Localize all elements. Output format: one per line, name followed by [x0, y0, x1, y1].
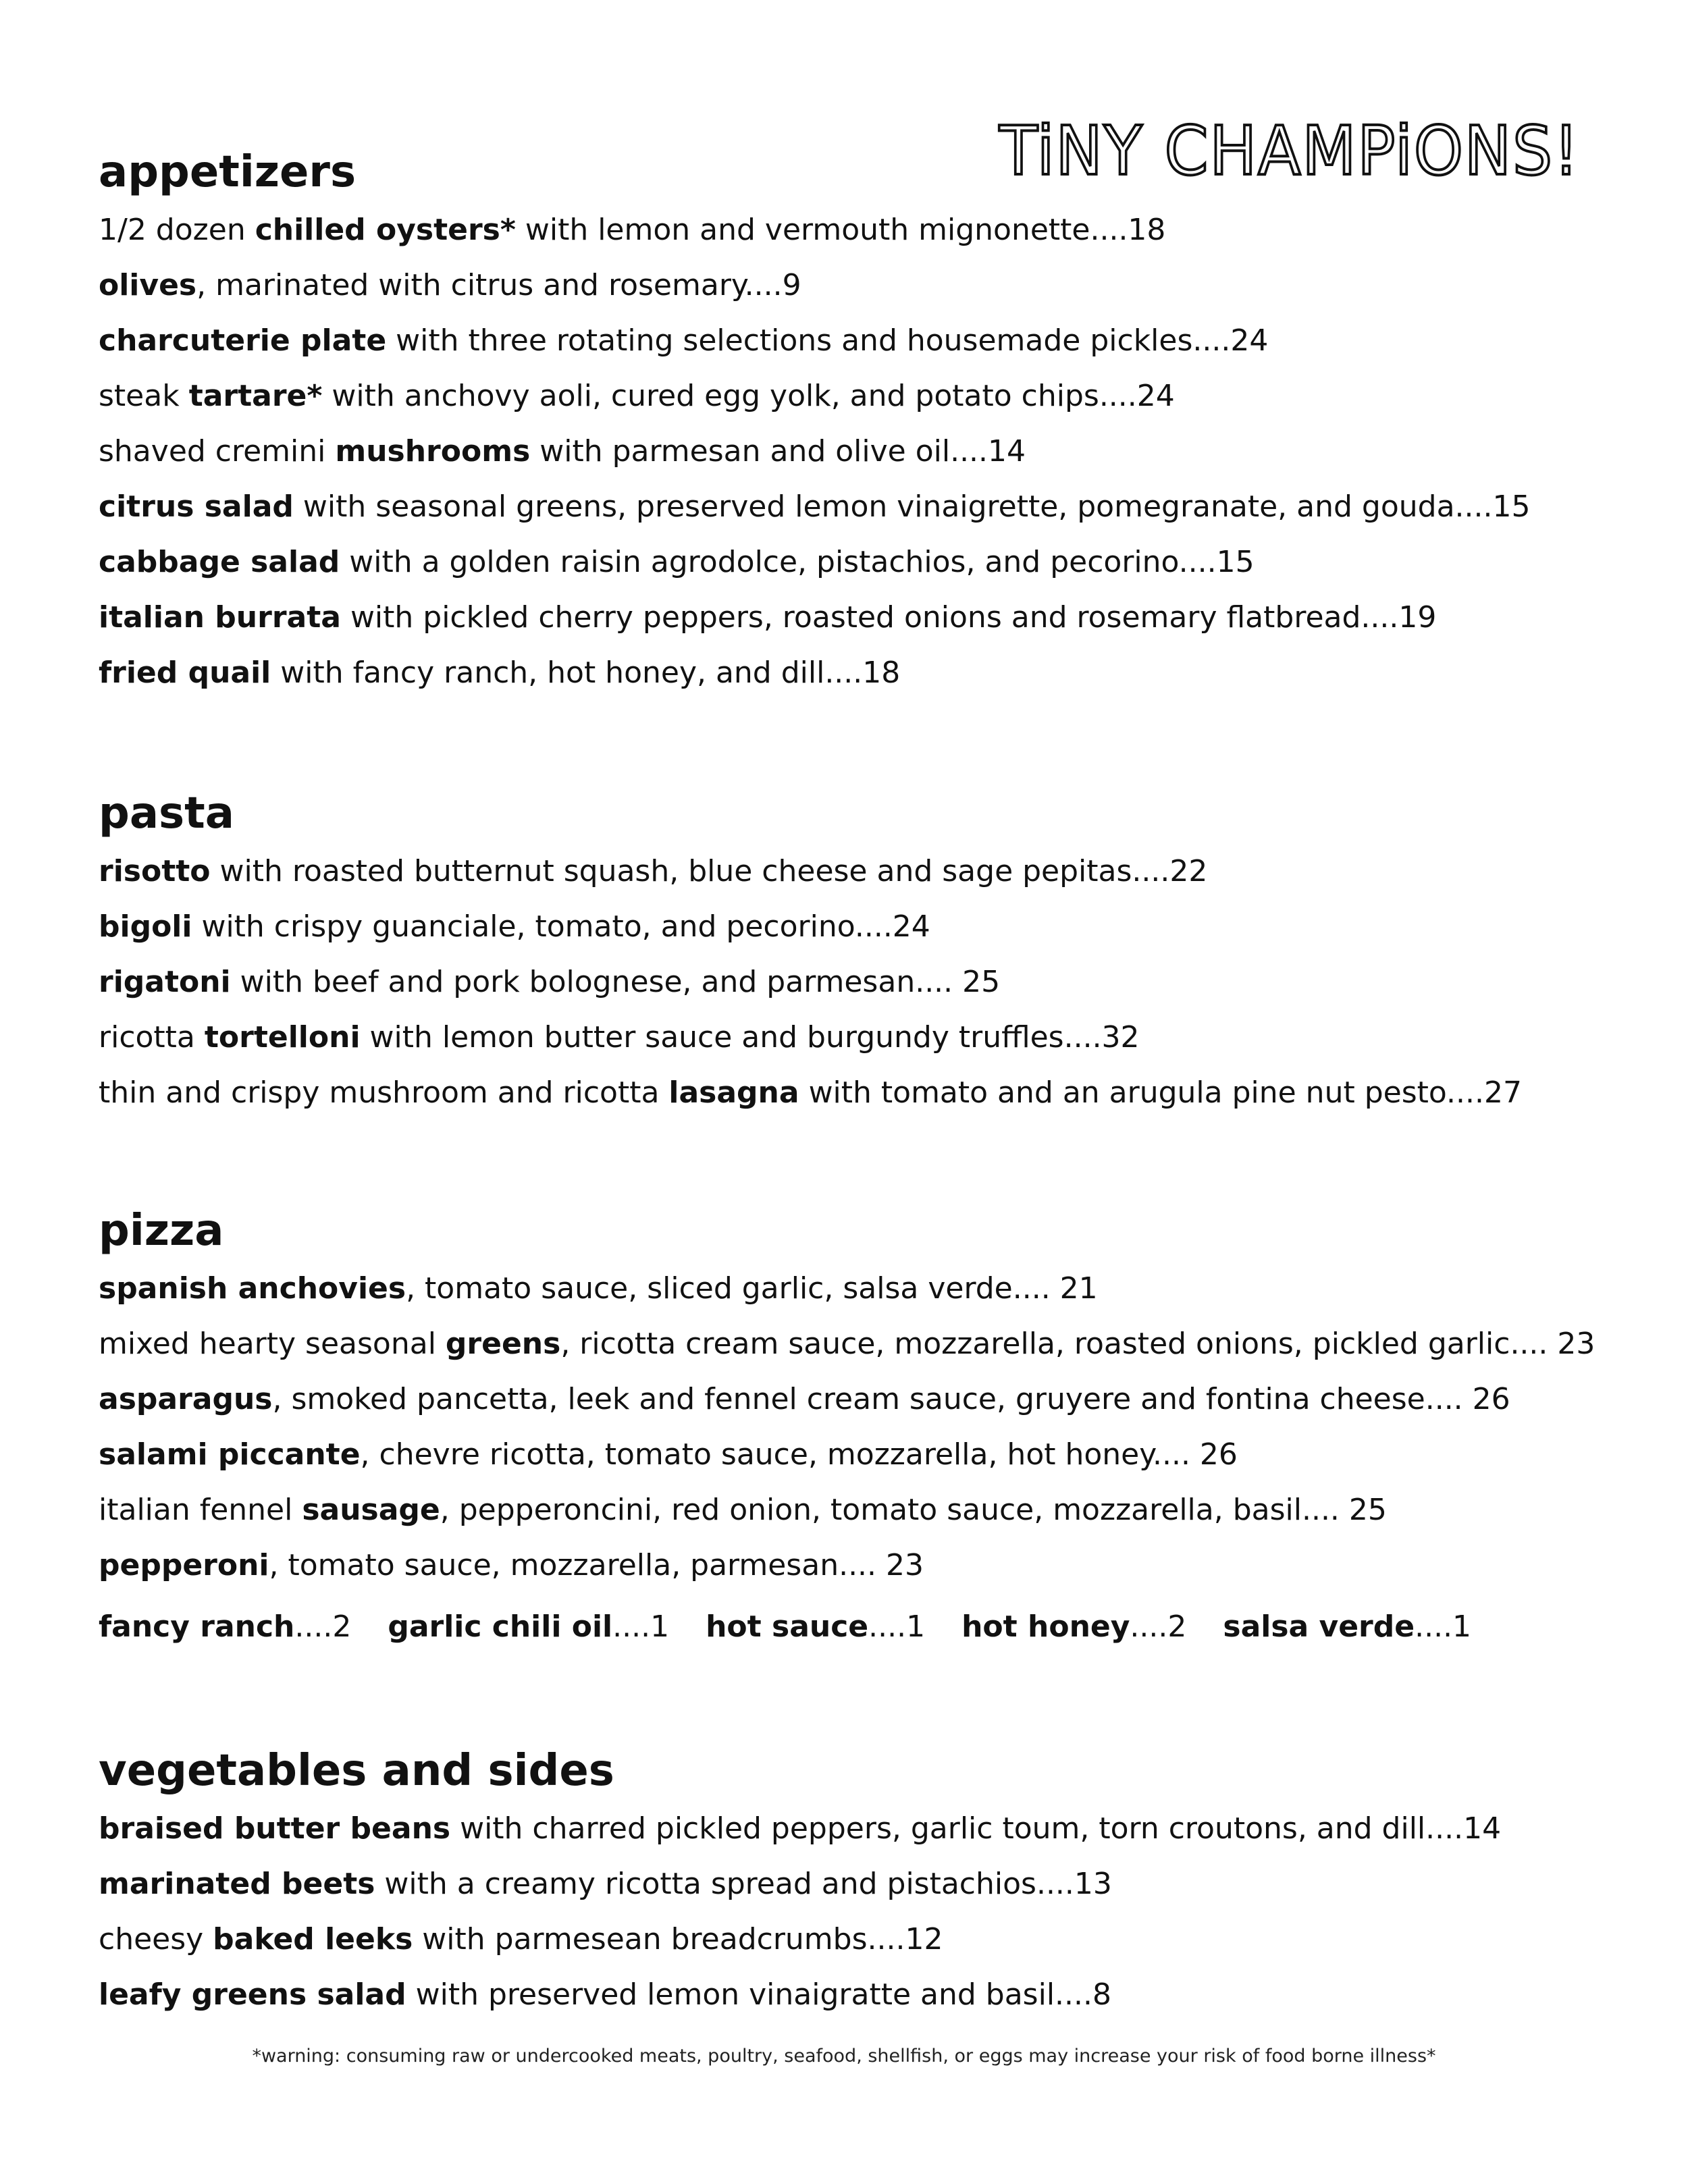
menu-item: leafy greens salad with preserved lemon vinaigratte and basil....8: [99, 1977, 1111, 2012]
condiment-item: hot sauce....1: [706, 1609, 926, 1644]
menu-item: citrus salad with seasonal greens, preserved lemon vinaigrette, pomegranate, and gouda....15: [99, 489, 1531, 524]
menu-item: olives, marinated with citrus and rosemary....9: [99, 268, 801, 302]
menu-item: steak tartare* with anchovy aoli, cured egg yolk, and potato chips....24: [99, 379, 1175, 413]
menu-item: 1/2 dozen chilled oysters* with lemon and vermouth mignonette....18: [99, 213, 1166, 247]
condiments-row: [99, 1593, 1611, 1661]
menu-item: shaved cremini mushrooms with parmesan and olive oil....14: [99, 434, 1026, 469]
menu-item: cabbage salad with a golden raisin agrodolce, pistachios, and pecorino....15: [99, 545, 1255, 579]
menu-item: ricotta tortelloni with lemon butter sauce and burgundy truffles....32: [99, 1020, 1140, 1055]
section-title-pizza: pizza: [99, 1206, 224, 1256]
condiment-item: fancy ranch....2: [99, 1609, 352, 1644]
section-spacer: [99, 701, 1611, 783]
section-title-vegetables-and-sides: vegetables and sides: [99, 1746, 614, 1796]
condiment-item: salsa verde....1: [1223, 1609, 1472, 1644]
menu-item: mixed hearty seasonal greens, ricotta cream sauce, mozzarella, roasted onions, pickled garlic.... 23: [99, 1327, 1595, 1361]
menu-item: asparagus, smoked pancetta, leek and fennel cream sauce, gruyere and fontina cheese.... 26: [99, 1382, 1510, 1416]
menu-item: braised butter beans with charred pickled peppers, garlic toum, torn croutons, and dill....14: [99, 1811, 1502, 1846]
menu: [99, 142, 1611, 2023]
food-safety-warning: *warning: consuming raw or undercooked meats, poultry, seafood, shellfish, or eggs may increase your risk of food borne illness*: [252, 2046, 1436, 2067]
menu-item: marinated beets with a creamy ricotta spread and pistachios....13: [99, 1867, 1112, 1901]
section-vegetables-and-sides: [99, 1740, 1611, 2023]
menu-item: fried quail with fancy ranch, hot honey, and dill....18: [99, 656, 901, 690]
section-spacer: [99, 1121, 1611, 1200]
menu-item: cheesy baked leeks with parmesean breadcrumbs....12: [99, 1922, 943, 1956]
menu-item: spanish anchovies, tomato sauce, sliced garlic, salsa verde.... 21: [99, 1271, 1098, 1306]
section-pasta: [99, 783, 1611, 1121]
menu-item: thin and crispy mushroom and ricotta lasagna with tomato and an arugula pine nut pesto....27: [99, 1075, 1522, 1110]
menu-item: italian burrata with pickled cherry peppers, roasted onions and rosemary flatbread....19: [99, 600, 1437, 635]
section-spacer: [99, 1661, 1611, 1740]
menu-item: pepperoni, tomato sauce, mozzarella, parmesan.... 23: [99, 1548, 924, 1582]
section-appetizers: [99, 142, 1611, 701]
condiment-item: garlic chili oil....1: [388, 1609, 670, 1644]
logo-text: TiNY CHAMPiONS!: [999, 111, 1580, 190]
section-title-appetizers: appetizers: [99, 147, 357, 197]
condiment-item: hot honey....2: [961, 1609, 1187, 1644]
menu-item: risotto with roasted butternut squash, blue cheese and sage pepitas....22: [99, 854, 1208, 888]
menu-item: italian fennel sausage, pepperoncini, red onion, tomato sauce, mozzarella, basil.... 25: [99, 1493, 1387, 1527]
menu-item: salami piccante, chevre ricotta, tomato sauce, mozzarella, hot honey.... 26: [99, 1437, 1238, 1472]
menu-item: bigoli with crispy guanciale, tomato, and pecorino....24: [99, 909, 930, 944]
section-title-pasta: pasta: [99, 789, 234, 838]
menu-item: charcuterie plate with three rotating selections and housemade pickles....24: [99, 323, 1269, 358]
section-pizza: [99, 1200, 1611, 1661]
menu-item: rigatoni with beef and pork bolognese, and parmesan.... 25: [99, 965, 1001, 999]
